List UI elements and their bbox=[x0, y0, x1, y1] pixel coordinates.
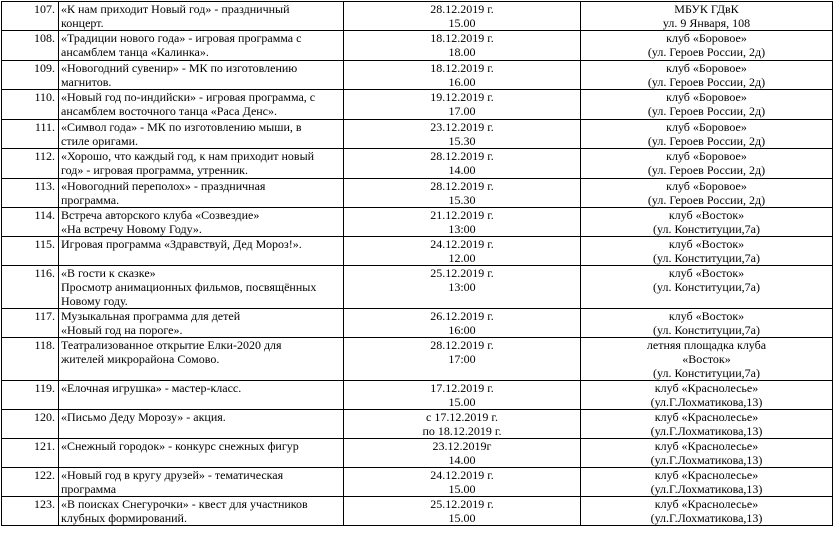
date-cell-line: 13:00 bbox=[448, 222, 476, 236]
event-cell-line: концерт. bbox=[61, 16, 104, 30]
row-number-cell: 109. bbox=[2, 61, 59, 90]
date-cell bbox=[344, 120, 581, 149]
date-cell-line: 18.12.2019 г. bbox=[430, 61, 494, 75]
place-cell-line: (ул. Героев России, 2д) bbox=[647, 45, 766, 59]
row-number-cell: 116. bbox=[2, 266, 59, 309]
date-cell bbox=[344, 208, 581, 237]
place-cell-line: (ул. Конституции,7а) bbox=[653, 323, 760, 337]
place-cell-line: летняя площадка клуба bbox=[646, 338, 767, 352]
event-cell-line: год» - игровая программа, утренник. bbox=[61, 163, 248, 177]
event-cell-line: магнитов. bbox=[61, 75, 112, 89]
place-cell-line: (ул. Конституции,7а) bbox=[653, 251, 760, 265]
date-cell-line: 16:00 bbox=[448, 323, 476, 337]
table-row bbox=[2, 31, 833, 61]
event-cell-line: ансамблем восточного танца «Раса Денс». bbox=[61, 104, 278, 118]
event-cell-line: Театрализованное открытие Елки-2020 для bbox=[61, 338, 282, 352]
date-cell bbox=[344, 31, 581, 61]
date-cell-line: 25.12.2019 г. bbox=[430, 497, 494, 511]
date-cell-line: 15.00 bbox=[448, 511, 476, 525]
date-cell bbox=[344, 309, 581, 338]
place-cell bbox=[581, 237, 833, 266]
event-cell-line: «Елочная игрушка» - мастер-класс. bbox=[61, 381, 242, 395]
place-cell bbox=[581, 338, 833, 381]
date-cell-line: по 18.12.2019 г. bbox=[422, 424, 502, 438]
table-row bbox=[2, 381, 833, 410]
date-cell-line: 17.12.2019 г. bbox=[430, 381, 494, 395]
date-cell bbox=[344, 338, 581, 381]
date-cell-line: 21.12.2019 г. bbox=[430, 208, 494, 222]
row-number-cell: 108. bbox=[2, 31, 59, 61]
row-number-cell: 121. bbox=[2, 439, 59, 468]
event-cell-line: «В поисках Снегурочки» - квест для участников bbox=[61, 497, 308, 511]
event-cell-line: «На встречу Новому Году». bbox=[61, 222, 202, 236]
row-number-cell: 117. bbox=[2, 309, 59, 338]
event-cell-line: «Традиции нового года» - игровая программа с bbox=[61, 31, 302, 45]
place-cell-line: клуб «Восток» bbox=[668, 237, 745, 251]
event-cell bbox=[59, 2, 344, 31]
place-cell-line: (ул. Героев России, 2д) bbox=[647, 193, 766, 207]
place-cell-line: клуб «Краснолесье» bbox=[654, 410, 759, 424]
date-cell bbox=[344, 179, 581, 208]
date-cell-line: 15.00 bbox=[448, 395, 476, 409]
place-cell bbox=[581, 468, 833, 497]
place-cell-line: клуб «Восток» bbox=[668, 309, 745, 323]
date-cell-line: 13:00 bbox=[448, 280, 476, 294]
date-cell-line: 15.30 bbox=[448, 134, 476, 148]
event-cell bbox=[59, 31, 344, 61]
row-number-cell: 122. bbox=[2, 468, 59, 497]
place-cell bbox=[581, 439, 833, 468]
row-number-cell: 114. bbox=[2, 208, 59, 237]
event-cell-line: «Хорошо, что каждый год, к нам приходит новый bbox=[61, 149, 315, 163]
row-number-cell: 113. bbox=[2, 179, 59, 208]
date-cell-line: 25.12.2019 г. bbox=[430, 266, 494, 280]
place-cell bbox=[581, 31, 833, 61]
date-cell-line: 28.12.2019 г. bbox=[430, 149, 494, 163]
date-cell bbox=[344, 90, 581, 120]
row-number-cell: 123. bbox=[2, 497, 59, 526]
date-cell-line: 17.00 bbox=[448, 104, 476, 118]
place-cell bbox=[581, 410, 833, 439]
place-cell-line: «Восток» bbox=[682, 352, 731, 366]
place-cell-line: клуб «Восток» bbox=[668, 208, 745, 222]
place-cell-line: (ул. Конституции,7а) bbox=[653, 222, 760, 236]
date-cell-line: 19.12.2019 г. bbox=[430, 90, 494, 104]
date-cell-line: 18.00 bbox=[448, 45, 476, 59]
date-cell bbox=[344, 2, 581, 31]
date-cell bbox=[344, 149, 581, 179]
place-cell-line: клуб «Боровое» bbox=[666, 61, 747, 75]
date-cell-line: 28.12.2019 г. bbox=[430, 338, 494, 352]
event-cell-line: «Письмо Деду Морозу» - акция. bbox=[61, 410, 226, 424]
place-cell bbox=[581, 179, 833, 208]
event-cell-line: программа bbox=[61, 482, 117, 496]
row-number-cell: 115. bbox=[2, 237, 59, 266]
event-cell bbox=[59, 309, 344, 338]
table-row bbox=[2, 179, 833, 208]
date-cell-line: 26.12.2019 г. bbox=[430, 309, 494, 323]
date-cell-line: 15.00 bbox=[448, 482, 476, 496]
event-cell-line: «В гости к сказке» bbox=[61, 266, 156, 280]
event-cell-line: Новому году. bbox=[61, 294, 128, 308]
place-cell-line: (ул.Г.Лохматикова,13) bbox=[650, 395, 763, 409]
table-row bbox=[2, 208, 833, 237]
place-cell-line: (ул.Г.Лохматикова,13) bbox=[650, 453, 763, 467]
event-cell-line: жителей микрорайона Сомово. bbox=[61, 352, 220, 366]
place-cell bbox=[581, 2, 833, 31]
place-cell-line: клуб «Боровое» bbox=[666, 31, 747, 45]
place-cell-line: клуб «Краснолесье» bbox=[654, 468, 759, 482]
event-cell bbox=[59, 338, 344, 381]
row-number-cell: 111. bbox=[2, 120, 59, 149]
place-cell bbox=[581, 309, 833, 338]
place-cell-line: (ул. Героев России, 2д) bbox=[647, 75, 766, 89]
place-cell bbox=[581, 208, 833, 237]
date-cell bbox=[344, 439, 581, 468]
table-row bbox=[2, 237, 833, 266]
event-cell bbox=[59, 468, 344, 497]
event-cell bbox=[59, 179, 344, 208]
place-cell-line: клуб «Восток» bbox=[668, 266, 745, 280]
date-cell-line: 24.12.2019 г. bbox=[430, 237, 494, 251]
table-row bbox=[2, 410, 833, 439]
event-cell bbox=[59, 410, 344, 439]
events-table bbox=[1, 1, 833, 526]
row-number-cell: 118. bbox=[2, 338, 59, 381]
date-cell bbox=[344, 266, 581, 309]
event-cell bbox=[59, 61, 344, 90]
place-cell-line: клуб «Боровое» bbox=[666, 120, 747, 134]
place-cell-line: (ул.Г.Лохматикова,13) bbox=[650, 511, 763, 525]
row-number-cell: 107. bbox=[2, 2, 59, 31]
event-cell bbox=[59, 237, 344, 266]
table-row bbox=[2, 439, 833, 468]
table-row bbox=[2, 468, 833, 497]
event-cell bbox=[59, 149, 344, 179]
date-cell-line: 17:00 bbox=[448, 352, 476, 366]
event-cell-line: «Новый год на пороге». bbox=[61, 323, 183, 337]
date-cell-line: 24.12.2019 г. bbox=[430, 468, 494, 482]
date-cell bbox=[344, 468, 581, 497]
place-cell-line: (ул. Героев России, 2д) bbox=[647, 134, 766, 148]
table-row bbox=[2, 309, 833, 338]
place-cell-line: МБУК ГДвК bbox=[674, 2, 739, 16]
event-cell-line: Просмотр анимационных фильмов, посвящённых bbox=[61, 280, 317, 294]
date-cell-line: 28.12.2019 г. bbox=[430, 179, 494, 193]
place-cell-line: клуб «Боровое» bbox=[666, 90, 747, 104]
date-cell-line: 15.00 bbox=[448, 16, 476, 30]
date-cell-line: 16.00 bbox=[448, 75, 476, 89]
event-cell bbox=[59, 381, 344, 410]
date-cell-line: 18.12.2019 г. bbox=[430, 31, 494, 45]
table-row bbox=[2, 266, 833, 309]
event-cell-line: ансамблем танца «Калинка». bbox=[61, 45, 209, 59]
place-cell-line: клуб «Краснолесье» bbox=[654, 381, 759, 395]
table-row bbox=[2, 2, 833, 31]
date-cell-line: 14.00 bbox=[448, 163, 476, 177]
place-cell-line: (ул. Героев России, 2д) bbox=[647, 104, 766, 118]
table-row bbox=[2, 149, 833, 179]
table-row bbox=[2, 120, 833, 149]
date-cell-line: 23.12.2019г bbox=[432, 439, 492, 453]
table-row bbox=[2, 497, 833, 526]
event-cell-line: «Символ года» - МК по изготовлению мыши, в bbox=[61, 120, 302, 134]
event-cell-line: программа. bbox=[61, 193, 120, 207]
date-cell bbox=[344, 410, 581, 439]
row-number-cell: 119. bbox=[2, 381, 59, 410]
place-cell-line: клуб «Боровое» bbox=[666, 179, 747, 193]
event-cell-line: Игровая программа «Здравствуй, Дед Мороз!». bbox=[61, 237, 302, 251]
date-cell-line: 28.12.2019 г. bbox=[430, 2, 494, 16]
place-cell-line: (ул. Конституции,7а) bbox=[653, 366, 760, 380]
date-cell-line: 15.30 bbox=[448, 193, 476, 207]
place-cell bbox=[581, 90, 833, 120]
date-cell-line: с 17.12.2019 г. bbox=[426, 410, 498, 424]
event-cell-line: «Новогодний переполох» - праздничная bbox=[61, 179, 266, 193]
event-cell-line: Музыкальная программа для детей bbox=[61, 309, 241, 323]
place-cell-line: (ул.Г.Лохматикова,13) bbox=[650, 424, 763, 438]
place-cell bbox=[581, 149, 833, 179]
place-cell-line: клуб «Боровое» bbox=[666, 149, 747, 163]
place-cell-line: (ул.Г.Лохматикова,13) bbox=[650, 482, 763, 496]
date-cell bbox=[344, 237, 581, 266]
event-cell-line: «Новый год по-индийски» - игровая программа, с bbox=[61, 90, 316, 104]
place-cell bbox=[581, 120, 833, 149]
event-cell bbox=[59, 120, 344, 149]
table-row bbox=[2, 61, 833, 90]
event-cell-line: «Новогодний сувенир» - МК по изготовлению bbox=[61, 61, 298, 75]
event-cell-line: «К нам приходит Новый год» - праздничный bbox=[61, 2, 290, 16]
row-number-cell: 112. bbox=[2, 149, 59, 179]
date-cell-line: 14.00 bbox=[448, 453, 476, 467]
place-cell-line: (ул. Конституции,7а) bbox=[653, 280, 760, 294]
place-cell bbox=[581, 381, 833, 410]
place-cell-line: (ул. Героев России, 2д) bbox=[647, 163, 766, 177]
place-cell bbox=[581, 497, 833, 526]
place-cell bbox=[581, 266, 833, 309]
place-cell-line: ул. 9 Января, 108 bbox=[662, 16, 751, 30]
date-cell-line: 12.00 bbox=[448, 251, 476, 265]
date-cell bbox=[344, 61, 581, 90]
events-table-body bbox=[2, 2, 833, 526]
event-cell-line: клубных формирований. bbox=[61, 511, 187, 525]
date-cell-line: 23.12.2019 г. bbox=[430, 120, 494, 134]
date-cell bbox=[344, 381, 581, 410]
date-cell bbox=[344, 497, 581, 526]
place-cell-line: клуб «Краснолесье» bbox=[654, 439, 759, 453]
event-cell bbox=[59, 90, 344, 120]
place-cell bbox=[581, 61, 833, 90]
event-cell bbox=[59, 497, 344, 526]
event-cell-line: стиле оригами. bbox=[61, 134, 138, 148]
event-cell-line: «Снежный городок» - конкурс снежных фигур bbox=[61, 439, 299, 453]
place-cell-line: клуб «Краснолесье» bbox=[654, 497, 759, 511]
event-cell-line: «Новый год в кругу друзей» - тематическая bbox=[61, 468, 284, 482]
table-row bbox=[2, 338, 833, 381]
row-number-cell: 120. bbox=[2, 410, 59, 439]
table-row bbox=[2, 90, 833, 120]
event-cell-line: Встреча авторского клуба «Созвездие» bbox=[61, 208, 260, 222]
event-cell bbox=[59, 208, 344, 237]
event-cell bbox=[59, 266, 344, 309]
event-cell bbox=[59, 439, 344, 468]
row-number-cell: 110. bbox=[2, 90, 59, 120]
